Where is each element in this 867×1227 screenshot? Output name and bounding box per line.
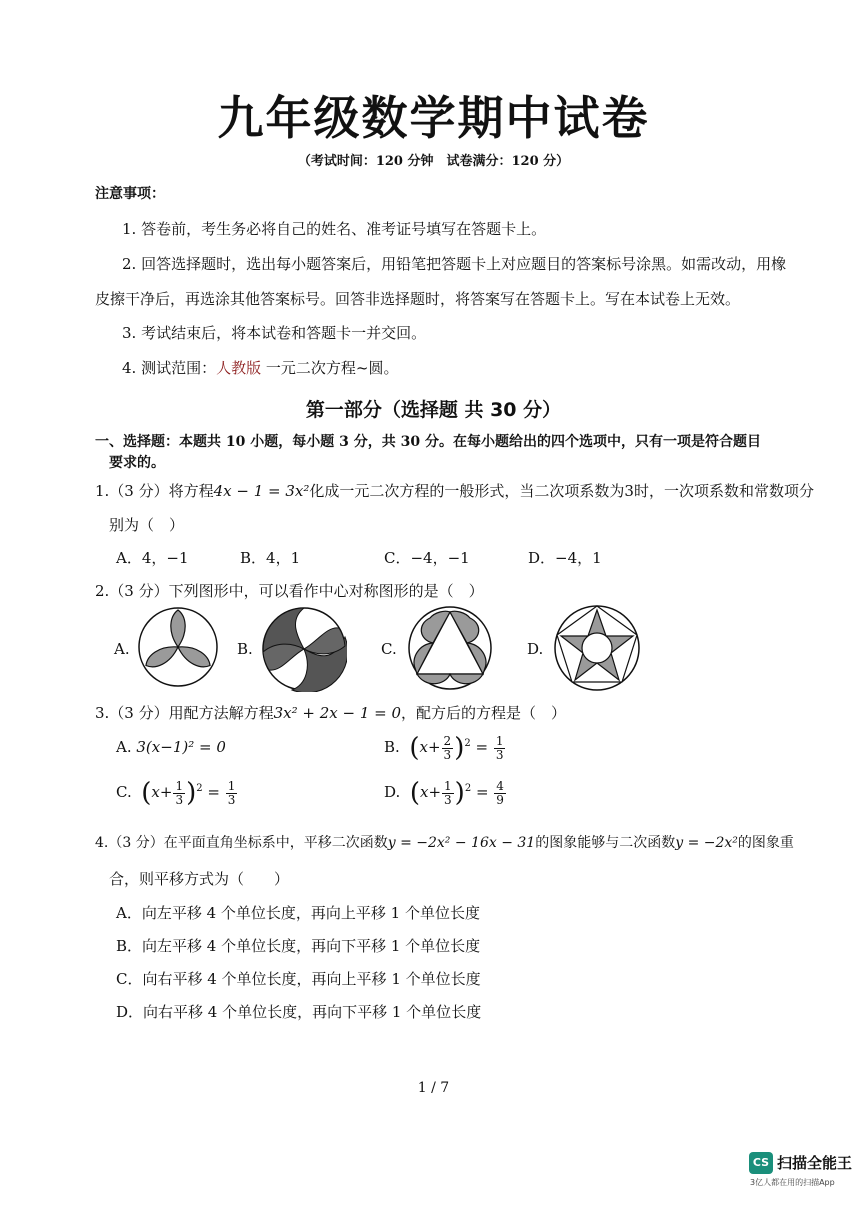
frac-1-3: $\frac{1}{3}$ — [175, 778, 184, 807]
q4-mid: 的图象能够与二次函数 — [535, 835, 676, 851]
page-number: 1 / 7 — [417, 1080, 450, 1096]
q1-option-b: B．4，1 — [240, 549, 301, 567]
q4-equation-1: y = −2x² − 16x − 31 — [387, 835, 536, 851]
q3-option-b: B. (x+ $\frac{2}{3}$ )$^2$ = $\frac{1}{3}$ — [384, 733, 504, 763]
q3-option-d-label: D. — [384, 783, 401, 801]
q3-prefix: 3.（3 分）用配方法解方程 — [95, 704, 274, 722]
q4-suffix: 的图象重 — [737, 835, 794, 851]
q1-stem — [95, 480, 814, 501]
q3-option-d: D. (x+ $\frac{1}{3}$ )$^2$ = $\frac{4}{9}$ — [384, 778, 504, 808]
q3-stem — [95, 702, 566, 723]
notes-item-4-prefix: 4. 测试范围： — [122, 359, 217, 377]
q1-prefix: 1.（3 分）将方程 — [95, 482, 214, 500]
q2-label-a: A. — [114, 640, 130, 658]
section-intro-1: 一、选择题：本题共 10 小题，每小题 3 分，共 30 分。在每小题给出的四个选项中，只有一项是符合题目 — [95, 434, 761, 450]
frac-1-3: $\frac{1}{3}$ — [444, 778, 452, 807]
q3-option-c-label: C. — [116, 783, 132, 801]
q4-option-a: A．向左平移 4 个单位长度，再向上平移 1 个单位长度 — [116, 904, 480, 922]
q1-stem-line2: 别为（ ） — [109, 516, 185, 534]
q3-option-a-label: A. — [116, 738, 132, 756]
q2-figure-b-swirl — [261, 606, 347, 692]
q1-option-c: C．−4，−1 — [384, 549, 470, 567]
q3-equation: 3x² + 2x − 1 = 0 — [273, 704, 402, 722]
frac-1-3: $\frac{1}{3}$ — [227, 778, 236, 807]
q2-label-c: C. — [381, 640, 397, 658]
q1-option-d: D．−4，1 — [528, 549, 602, 567]
q3-option-a-eq: 3(x−1)² = 0 — [136, 738, 226, 756]
q3-option-b-label: B. — [384, 738, 400, 756]
q4-equation-2: y = −2x² — [675, 835, 738, 851]
camscanner-brand: 扫描全能王 — [777, 1154, 853, 1172]
q4-stem — [95, 832, 794, 852]
q1-suffix: 化成一元二次方程的一般形式，当二次项系数为3时，一次项系数和常数项分 — [309, 482, 814, 500]
notes-item-2b: 皮擦干净后，再选涂其他答案标号。回答非选择题时，将答案写在答题卡上。写在本试卷上无效。 — [95, 290, 741, 308]
camscanner-tagline: 3亿人都在用的扫描App — [750, 1178, 835, 1187]
frac-2-3: $\frac{2}{3}$ — [443, 733, 452, 762]
q3-option-c: C. (x+ $\frac{1}{3}$ )$^2$ = $\frac{1}{3}$ — [116, 778, 236, 808]
notes-heading: 注意事项： — [95, 186, 165, 202]
notes-item-3: 3. 考试结束后，将本试卷和答题卡一并交回。 — [122, 324, 427, 342]
notes-item-2a: 2. 回答选择题时，选出每小题答案后，用铅笔把答题卡上对应题目的答案标号涂黑。如需改动，用橡 — [122, 255, 787, 273]
scope-highlight: 人教版 — [216, 359, 262, 377]
q2-label-d: D. — [527, 640, 544, 658]
q4-option-c: C．向右平移 4 个单位长度，再向上平移 1 个单位长度 — [116, 970, 481, 988]
section-intro-2: 要求的。 — [109, 455, 165, 471]
frac-1-3: $\frac{1}{3}$ — [495, 733, 504, 762]
q3-suffix: ，配方后的方程是（ ） — [401, 704, 567, 722]
q4-option-b: B．向左平移 4 个单位长度，再向下平移 1 个单位长度 — [116, 937, 481, 955]
q4-stem-line2: 合，则平移方式为（ ） — [109, 870, 290, 888]
q4-prefix: 4.（3 分）在平面直角坐标系中，平移二次函数 — [95, 835, 388, 851]
q2-label-b: B. — [237, 640, 253, 658]
q4-option-d: D．向右平移 4 个单位长度，再向下平移 1 个单位长度 — [116, 1003, 482, 1021]
q3-option-a — [116, 738, 226, 756]
q1-equation: 4x − 1 = 3x² — [213, 482, 310, 500]
q2-figure-c-triangle — [405, 604, 495, 690]
frac-4-9: $\frac{4}{9}$ — [496, 778, 504, 807]
exam-info: （考试时间：120 分钟 试卷满分：120 分） — [297, 154, 570, 169]
camscanner-logo: CS — [749, 1152, 773, 1174]
notes-item-1: 1. 答卷前，考生务必将自己的姓名、准考证号填写在答题卡上。 — [122, 220, 547, 238]
notes-item-4 — [122, 357, 398, 378]
section-title: 第一部分（选择题 共 30 分） — [305, 399, 562, 421]
q1-option-a: A．4，−1 — [116, 549, 189, 567]
q2-figure-d-star — [553, 604, 641, 692]
q2-stem: 2.（3 分）下列图形中，可以看作中心对称图形的是（ ） — [95, 582, 484, 600]
q2-figure-a-three-petal — [137, 606, 219, 688]
page-title: 九年级数学期中试卷 — [217, 91, 650, 145]
notes-item-4-suffix: 一元二次方程~圆。 — [265, 359, 399, 377]
